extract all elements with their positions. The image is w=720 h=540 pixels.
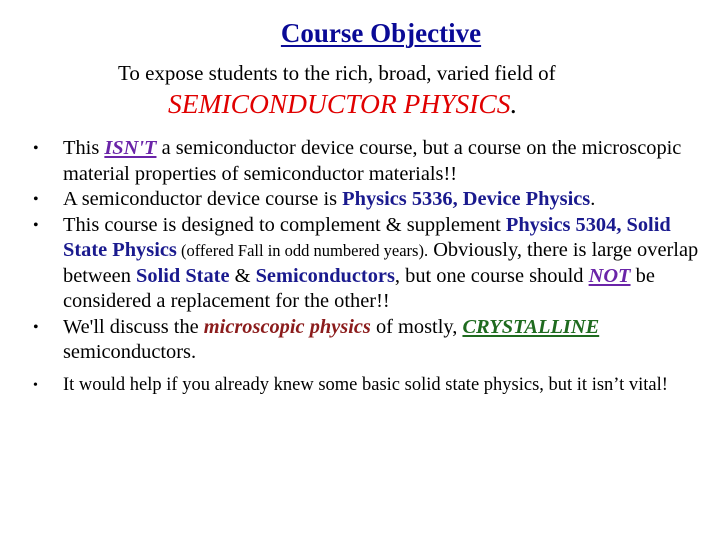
bullet-item-2: [0, 187, 710, 213]
course-device-physics: Physics 5336, Device Physics: [342, 188, 591, 210]
bullet-item-3: [0, 213, 710, 315]
bullet-text: &: [229, 264, 256, 287]
bullet-text: a semiconductor device course, but a course on the microscopic material properties of semiconductor materials!!: [63, 137, 682, 185]
emphasis-not: NOT: [588, 264, 631, 287]
emphasis-isnt: ISN'T: [104, 137, 157, 159]
bullet-icon: •: [33, 140, 39, 157]
bullet-text: We'll discuss the: [63, 315, 204, 338]
bullet-icon: •: [33, 318, 39, 336]
subject-text: SEMICONDUCTOR PHYSICS: [168, 88, 511, 119]
bullet-text: Obviously, there is large overlap between: [63, 239, 699, 287]
bullet-icon: •: [33, 191, 39, 208]
bullet-text: It would help if you already knew some basic solid state physics, but it isn’t vital!: [63, 374, 668, 395]
course-solid-state-physics: Physics 5304, Solid State Physics: [63, 213, 671, 261]
bullet-list: [0, 136, 710, 397]
bullet-icon: •: [33, 377, 38, 393]
page-title: Course Objective: [280, 18, 482, 48]
bullet-text: This course is designed to complement & supplement: [63, 213, 506, 236]
bullet-text: .: [590, 188, 596, 210]
bullet-text: A semiconductor device course is: [63, 188, 343, 210]
bullet-text: be considered a replacement for the other!!: [63, 264, 655, 312]
subject-heading: [168, 88, 517, 120]
emphasis-semiconductors: Semiconductors: [255, 264, 395, 287]
emphasis-solid-state: Solid State: [136, 264, 230, 287]
bullet-item-1: [0, 136, 710, 187]
subtitle: To expose students to the rich, broad, varied field of: [118, 61, 556, 85]
bullet-text: semiconductors.: [63, 341, 197, 363]
bullet-icon: •: [33, 216, 39, 234]
subject-period: .: [510, 88, 518, 119]
bullet-text: This: [63, 137, 105, 159]
bullet-text: , but one course should: [394, 264, 589, 287]
bullet-item-4: [0, 315, 710, 366]
emphasis-crystalline: CRYSTALLINE: [462, 315, 600, 338]
bullet-item-5: [0, 374, 710, 398]
offering-note: (offered Fall in odd numbered years).: [176, 241, 429, 260]
emphasis-microscopic-physics: microscopic physics: [203, 315, 371, 338]
bullet-text: of mostly,: [370, 315, 463, 338]
